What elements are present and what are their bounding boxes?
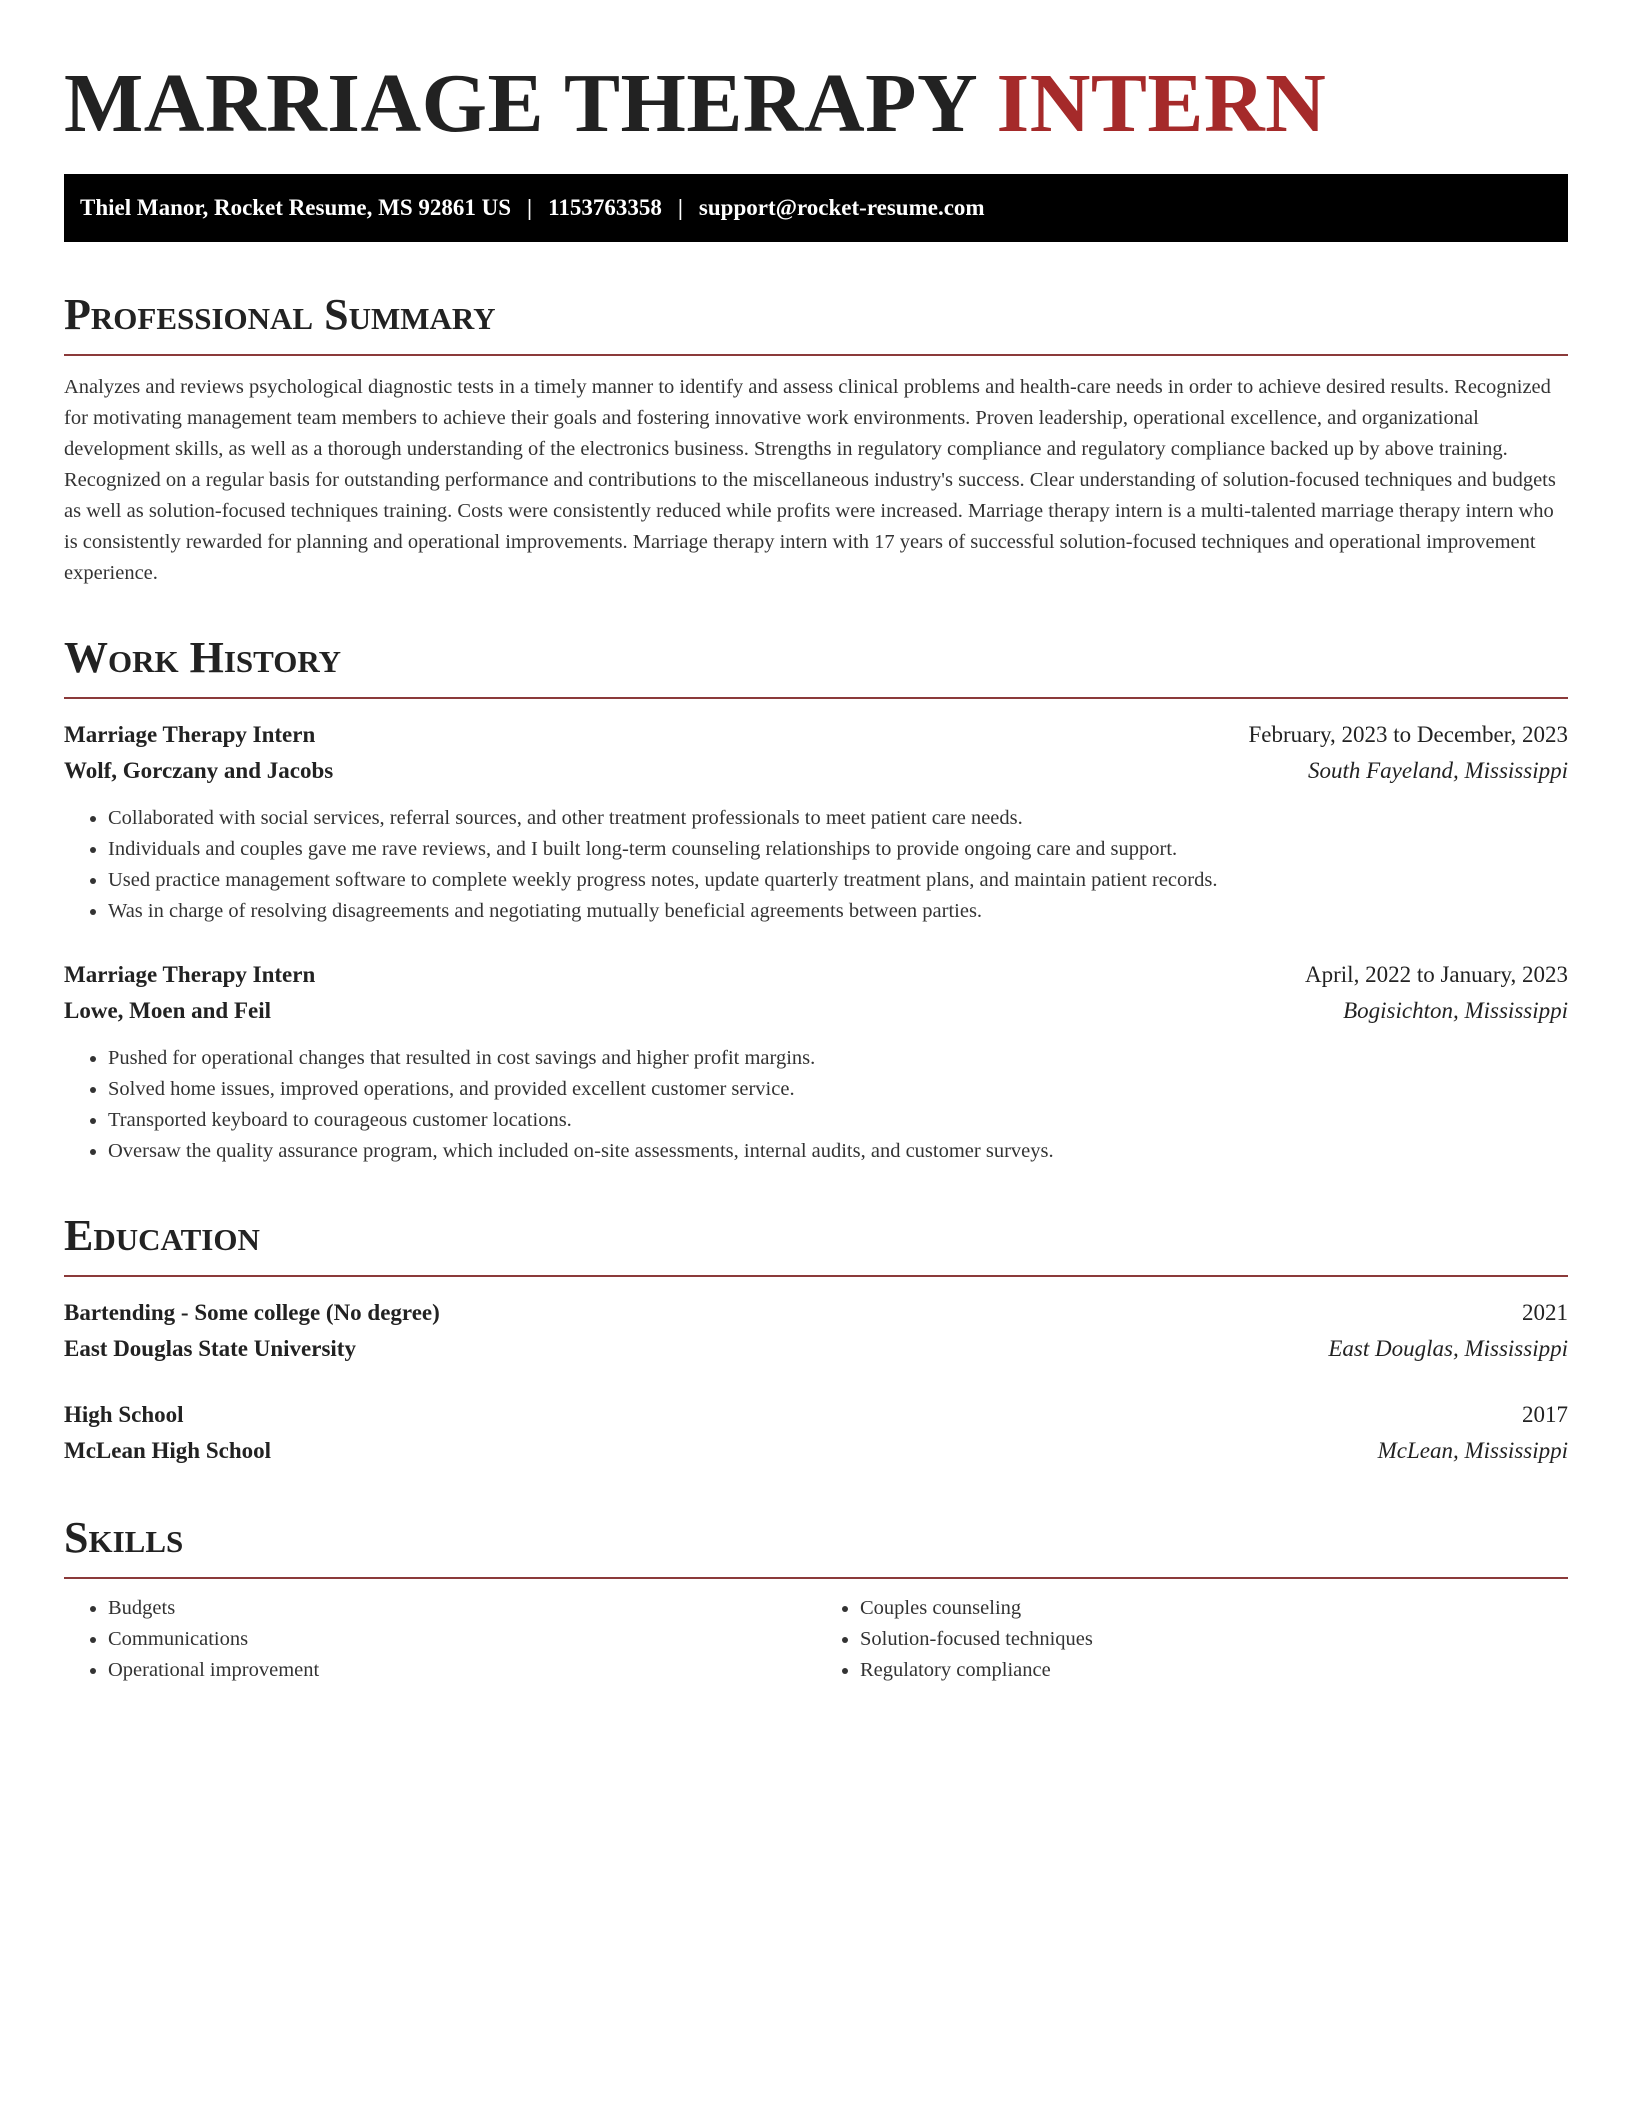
education-entry — [64, 1397, 1568, 1469]
education-school-row — [64, 1331, 1568, 1367]
job-company-row — [64, 753, 1568, 789]
education-school: McLean High School — [64, 1438, 272, 1463]
summary-heading: Professional Summary — [64, 290, 1568, 356]
work-history-heading: Work History — [64, 633, 1568, 699]
job-company: Lowe, Moen and Feil — [64, 998, 271, 1023]
contact-separator: | — [677, 195, 683, 220]
job-dates: February, 2023 to December, 2023 — [1248, 722, 1568, 747]
skill-item: • Solution-focused techniques — [860, 1624, 1568, 1655]
contact-phone: 1153763358 — [548, 195, 662, 220]
resume-title — [64, 54, 1568, 154]
education-school-row — [64, 1433, 1568, 1469]
title-main: MARRIAGE THERAPY — [64, 57, 976, 150]
education-location: McLean, Mississippi — [1377, 1438, 1568, 1463]
job-company: Wolf, Gorczany and Jacobs — [64, 758, 334, 783]
job-bullet: • Transported keyboard to courageous customer locations. — [108, 1105, 1568, 1136]
contact-email: support@rocket-resume.com — [698, 195, 985, 220]
contact-separator: | — [527, 195, 533, 220]
education-school: East Douglas State University — [64, 1336, 356, 1361]
job-entry — [64, 717, 1568, 927]
education-year: 2021 — [1522, 1300, 1568, 1325]
job-bullets — [64, 803, 1568, 927]
skill-item: • Operational improvement — [108, 1655, 816, 1686]
skills-heading: Skills — [64, 1513, 1568, 1579]
job-bullets — [64, 1043, 1568, 1167]
education-header-row — [64, 1295, 1568, 1331]
job-company-row — [64, 993, 1568, 1029]
job-bullet: • Pushed for operational changes that resulted in cost savings and higher profit margins. — [108, 1043, 1568, 1074]
title-accent: INTERN — [996, 57, 1327, 150]
skills-column-right — [816, 1593, 1568, 1686]
skill-item: • Couples counseling — [860, 1593, 1568, 1624]
job-header-row — [64, 717, 1568, 753]
skill-item: • Budgets — [108, 1593, 816, 1624]
education-degree: High School — [64, 1402, 184, 1427]
job-bullet: • Individuals and couples gave me rave reviews, and I built long-term counseling relationships to provide ongoing care and support. — [108, 834, 1568, 865]
job-location: Bogisichton, Mississippi — [1343, 998, 1568, 1023]
job-entry — [64, 957, 1568, 1167]
education-heading: Education — [64, 1211, 1568, 1277]
skills-column-left — [64, 1593, 816, 1686]
education-location: East Douglas, Mississippi — [1328, 1336, 1568, 1361]
job-bullet: • Collaborated with social services, referral sources, and other treatment professionals to meet patient care needs. — [108, 803, 1568, 834]
skills-grid — [64, 1593, 1568, 1686]
job-bullet: • Solved home issues, improved operations, and provided excellent customer service. — [108, 1074, 1568, 1105]
job-bullet: • Was in charge of resolving disagreements and negotiating mutually beneficial agreements between parties. — [108, 896, 1568, 927]
job-header-row — [64, 957, 1568, 993]
education-degree: Bartending - Some college (No degree) — [64, 1300, 440, 1325]
skill-item: • Regulatory compliance — [860, 1655, 1568, 1686]
job-dates: April, 2022 to January, 2023 — [1305, 962, 1568, 987]
education-entry — [64, 1295, 1568, 1367]
job-location: South Fayeland, Mississippi — [1307, 758, 1568, 783]
job-bullet: • Oversaw the quality assurance program, which included on-site assessments, internal audits, and customer surveys. — [108, 1136, 1568, 1167]
job-title: Marriage Therapy Intern — [64, 722, 316, 747]
skill-item: • Communications — [108, 1624, 816, 1655]
job-bullet: • Used practice management software to complete weekly progress notes, update quarterly treatment plans, and maintain patient records. — [108, 865, 1568, 896]
summary-text: Analyzes and reviews psychological diagnostic tests in a timely manner to identify and assess clinical problems and health-care needs in order to achieve desired results. Recognized for motivating management team members to achieve their goals and fostering innovative work environments. Proven leadership, operational excellence, and organizational development skills, as well as a thorough understanding of the electronics business. Strengths in regulatory compliance and regulatory compliance backed up by above training. Recognized on a regular basis for outstanding performance and contributions to the miscellaneous industry's success. Clear understanding of solution-focused techniques and budgets as well as solution-focused techniques training. Costs were consistently reduced while profits were increased. Marriage therapy intern is a multi-talented marriage therapy intern who is consistently rewarded for planning and operational improvements. Marriage therapy intern with 17 years of successful solution-focused techniques and operational improvement experience. — [64, 376, 1556, 584]
job-title: Marriage Therapy Intern — [64, 962, 316, 987]
education-header-row — [64, 1397, 1568, 1433]
contact-address: Thiel Manor, Rocket Resume, MS 92861 US — [80, 195, 512, 220]
contact-bar — [64, 174, 1568, 242]
education-year: 2017 — [1522, 1402, 1568, 1427]
